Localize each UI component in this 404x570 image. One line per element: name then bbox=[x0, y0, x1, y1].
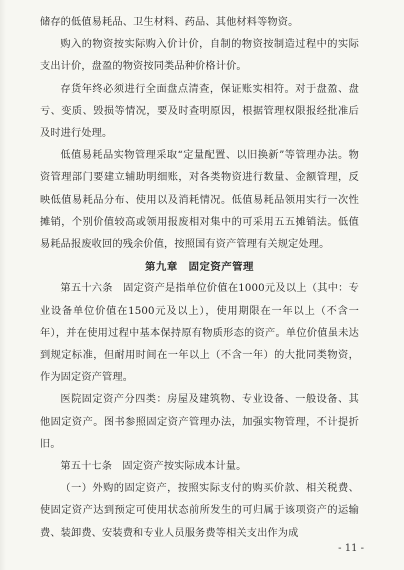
article-56: 第五十六条 固定资产是指单位价值在1000元及以上（其中：专业设备单位价值在1500元及以上），使用期限在一年以上（不含一年），并在使用过程中基本保持原有物质形态的资产。单位价值虽未达到规定标准，但耐用时间在一年以上（不含一年）的大批同类物资，作为固定资产管理。 bbox=[40, 283, 359, 384]
paragraph-3: 存货年终必须进行全面盘点清查，保证账实相符。对于盘盈、盘亏、变质、毁损等情况，要及时查明原因，根据管理权限报经批准后及时进行处理。 bbox=[40, 83, 359, 140]
page-edge-shadow bbox=[0, 0, 6, 570]
paragraph-categories: 医院固定资产分四类：房屋及建筑物、专业设备、一般设备、其他固定资产。图书参照固定资产管理办法，加强实物管理，不计提折旧。 bbox=[40, 394, 359, 450]
chapter-heading: 第九章 固定资产管理 bbox=[145, 261, 254, 274]
page-number: - 11 - bbox=[338, 543, 364, 554]
paragraph-purchased-assets: （一）外购的固定资产，按照实际支付的购买价款、相关税费、使固定资产达到预定可使用状态前所发生的可归属于该项资产的运输费、装卸费、安装费和专业人员服务费等相关支出作为成 bbox=[40, 483, 359, 539]
paragraph-2: 购入的物资按实际购入价计价，自制的物资按制造过程中的实际支出计价，盘盈的物资按同类品种价格计价。 bbox=[40, 39, 359, 73]
paragraph-1: 储存的低值易耗品、卫生材料、药品、其他材料等物资。 bbox=[40, 17, 299, 28]
paragraph-4: 低值易耗品实物管理采取“定量配置、以旧换新”等管理办法。物资管理部门要建立辅助明细账，对各类物资进行数量、金额管理，反映低值易耗品分布、使用以及消耗情况。低值易耗品领用实行一次性摊销，个别价值较高或领用报废相对集中的可采用五五摊销法。低值易耗品报废收回的残余价值，按照国有资产管理有关规定处理。 bbox=[40, 150, 359, 251]
article-57: 第五十七条 固定资产按实际成本计量。 bbox=[60, 461, 247, 473]
